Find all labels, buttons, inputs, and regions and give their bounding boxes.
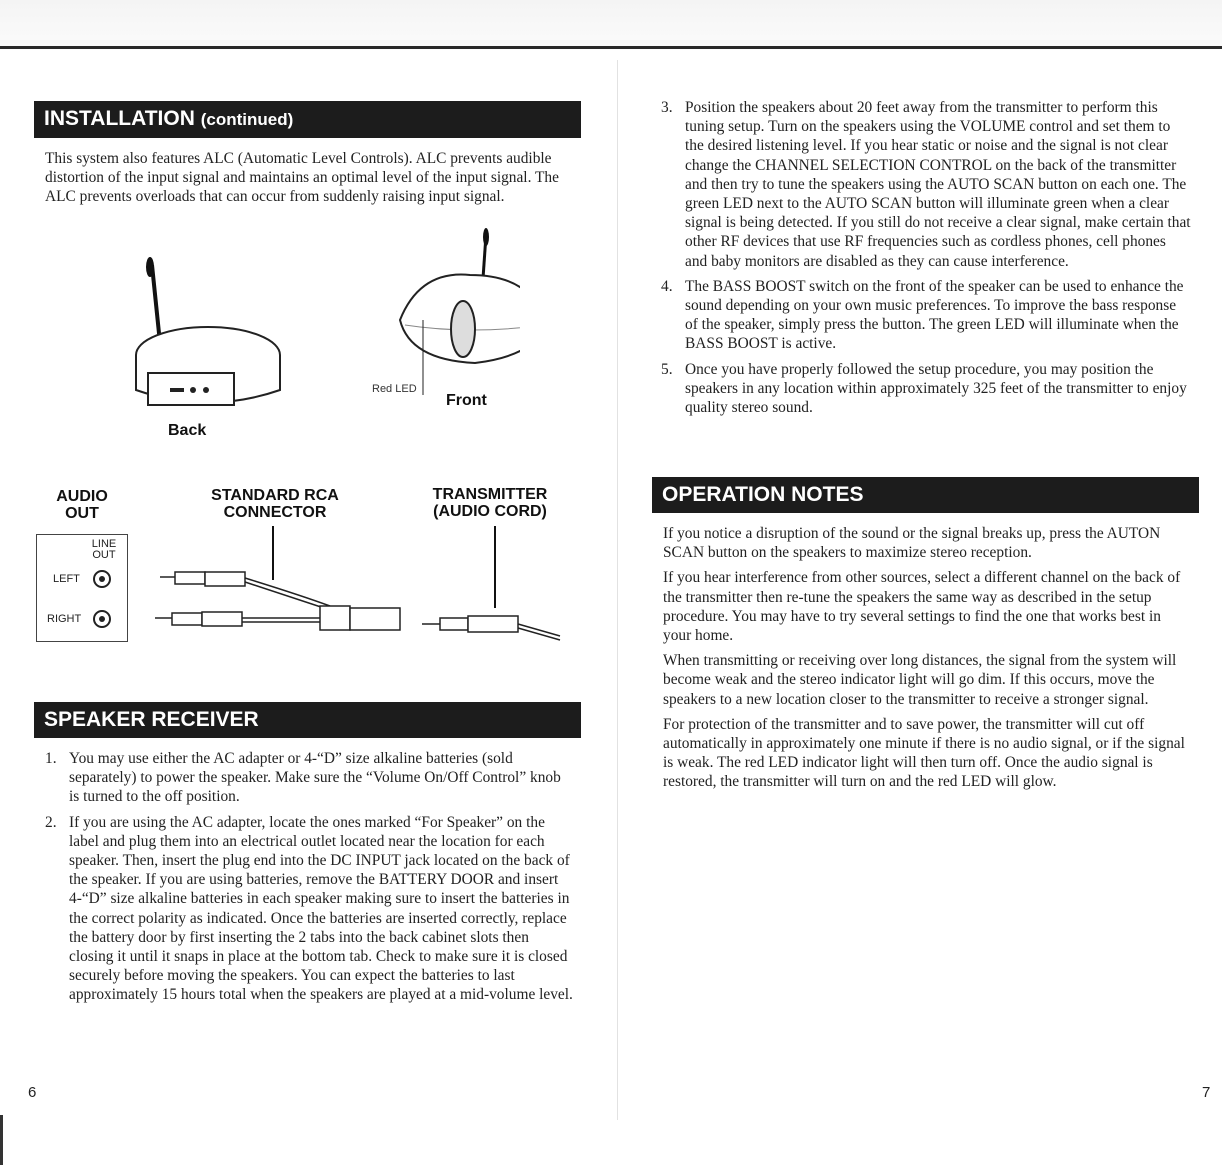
installation-subtitle: (continued) — [200, 110, 294, 129]
line-out-label: LINE OUT — [91, 538, 117, 561]
step-number: 4. — [661, 277, 673, 295]
step-text: You may use either the AC adapter or 4-“D” size alkaline batteries (sold separately) to power the speaker. Make sure the “Volume On/Off Control” knob is turned to the off position. — [69, 750, 561, 806]
step-item — [45, 749, 573, 807]
scan-edge-mark — [0, 1115, 3, 1165]
step-number: 5. — [661, 360, 673, 378]
speaker-front-drawing — [400, 228, 520, 395]
rca-plug-top — [160, 572, 330, 610]
installation-banner — [34, 101, 581, 138]
scan-top-shade — [0, 0, 1222, 46]
step-item — [661, 360, 1191, 418]
setup-steps — [661, 98, 1191, 423]
transmitter-cord-label: TRANSMITTER (AUDIO CORD) — [432, 486, 548, 520]
left-jack-label: LEFT — [53, 573, 80, 585]
y-splitter — [320, 606, 400, 630]
step-number: 2. — [45, 813, 57, 831]
rca-connector-label: STANDARD RCA CONNECTOR — [211, 487, 339, 521]
operation-notes-banner — [652, 477, 1199, 513]
operation-notes-title: OPERATION NOTES — [662, 483, 864, 506]
rca-plug-bottom — [155, 612, 320, 626]
operation-note-paragraph: When transmitting or receiving over long distances, the signal from the system will become weak and the stereo indicator light will go dim. If this occurs, move the speakers to a new location closer to the transmitter to receive a stronger signal. — [663, 652, 1177, 708]
operation-notes-body — [663, 524, 1191, 798]
installation-body: This system also features ALC (Automatic Level Controls). ALC prevents audible distortion of the input signal and maintains an optimal level of the input signal. The ALC prevents overloads that can occur from suddenly raising input signal. — [45, 150, 559, 206]
step-text: If you are using the AC adapter, locate the ones marked “For Speaker” on the label and plug them into an electrical outlet located near the location for each speaker. Then, insert the plug end into the DC INPUT jack located on the back of the speaker. If you are using batteries, remove the BATTERY DOOR and insert 4-“D” size alkaline batteries in each speaker making sure to insert the batteries in the correct polarity as indicated. Once the batteries are inserted correctly, replace the battery door by first inserting the 2 tabs into the back cabinet slots then closing it until it snaps in place at the bottom tab. Check to make sure it is closed securely before moving the speakers. You can expect the batteries to last approximately 15 hours total when the speakers are played at a mid-volume level. — [69, 813, 573, 1004]
step-item — [45, 813, 573, 1005]
right-jack-label: RIGHT — [47, 613, 82, 625]
speaker-receiver-banner — [34, 702, 581, 738]
back-label: Back — [168, 422, 207, 439]
operation-note-paragraph: If you notice a disruption of the sound or the signal breaks up, press the AUTON SCAN button on the speakers to maximize stereo reception. — [663, 525, 1161, 562]
step-text: Once you have properly followed the setup procedure, you may position the speakers in any location within approximately 325 feet of the transmitter to enjoy quality stereo sound. — [685, 360, 1187, 417]
operation-note-paragraph: If you hear interference from other sources, select a different channel on the back of the transmitter then re-tune the speakers the same way as described in the setup procedure. You may have to try several settings to find the one that works best in your home. — [663, 569, 1181, 645]
step-text: The BASS BOOST switch on the front of the speaker can be used to enhance the sound depending on your own music preferences. To improve the bass response of the speaker, simply press the button. The green LED will illuminate when the BASS BOOST is active. — [685, 277, 1184, 353]
step-item — [661, 277, 1191, 354]
installation-title: INSTALLATION — [44, 107, 195, 130]
speaker-receiver-title: SPEAKER RECEIVER — [44, 708, 259, 731]
page-number-left: 6 — [28, 1084, 37, 1101]
line-out-panel — [36, 534, 128, 642]
cable-illustration — [150, 520, 570, 650]
right-jack-icon — [93, 610, 111, 628]
front-label: Front — [446, 392, 487, 409]
page-fold — [617, 60, 618, 1120]
operation-note-paragraph: For protection of the transmitter and to save power, the transmitter will cut off automatically in approximately one minute if there is no audio signal, or if the signal is weak. The red LED indicator light will then turn off. Once the audio signal is restored, the transmitter will turn on and the red LED will glow. — [663, 715, 1185, 791]
top-border-line — [0, 46, 1222, 49]
speaker-receiver-steps — [45, 749, 573, 1011]
step-item — [661, 98, 1191, 271]
transmitter-back-drawing — [136, 257, 280, 405]
red-led-label: Red LED — [372, 383, 417, 395]
step-number: 3. — [661, 99, 673, 116]
stereo-plug — [422, 616, 560, 640]
page-number-right: 7 — [1202, 1084, 1211, 1101]
step-number: 1. — [45, 750, 57, 767]
left-jack-icon — [93, 570, 111, 588]
step-text: Position the speakers about 20 feet away from the transmitter to perform this tuning setup. Turn on the speakers using the VOLUME control and set them to the desired listening level. If you hear static or noise and the signal is not clear change the CHANNEL SELECTION CONTROL on the back of the transmitter and then try to tune the speakers using the AUTO SCAN button on each one. The green LED next to the AUTO SCAN button will illuminate green when a clear signal is being detected. If you still do not receive a clear signal, make certain that other RF devices that use RF frequencies such as cordless phones, cell phones and baby monitors are disabled as they can cause interference. — [685, 99, 1191, 270]
audio-out-label: AUDIO OUT — [56, 488, 108, 522]
